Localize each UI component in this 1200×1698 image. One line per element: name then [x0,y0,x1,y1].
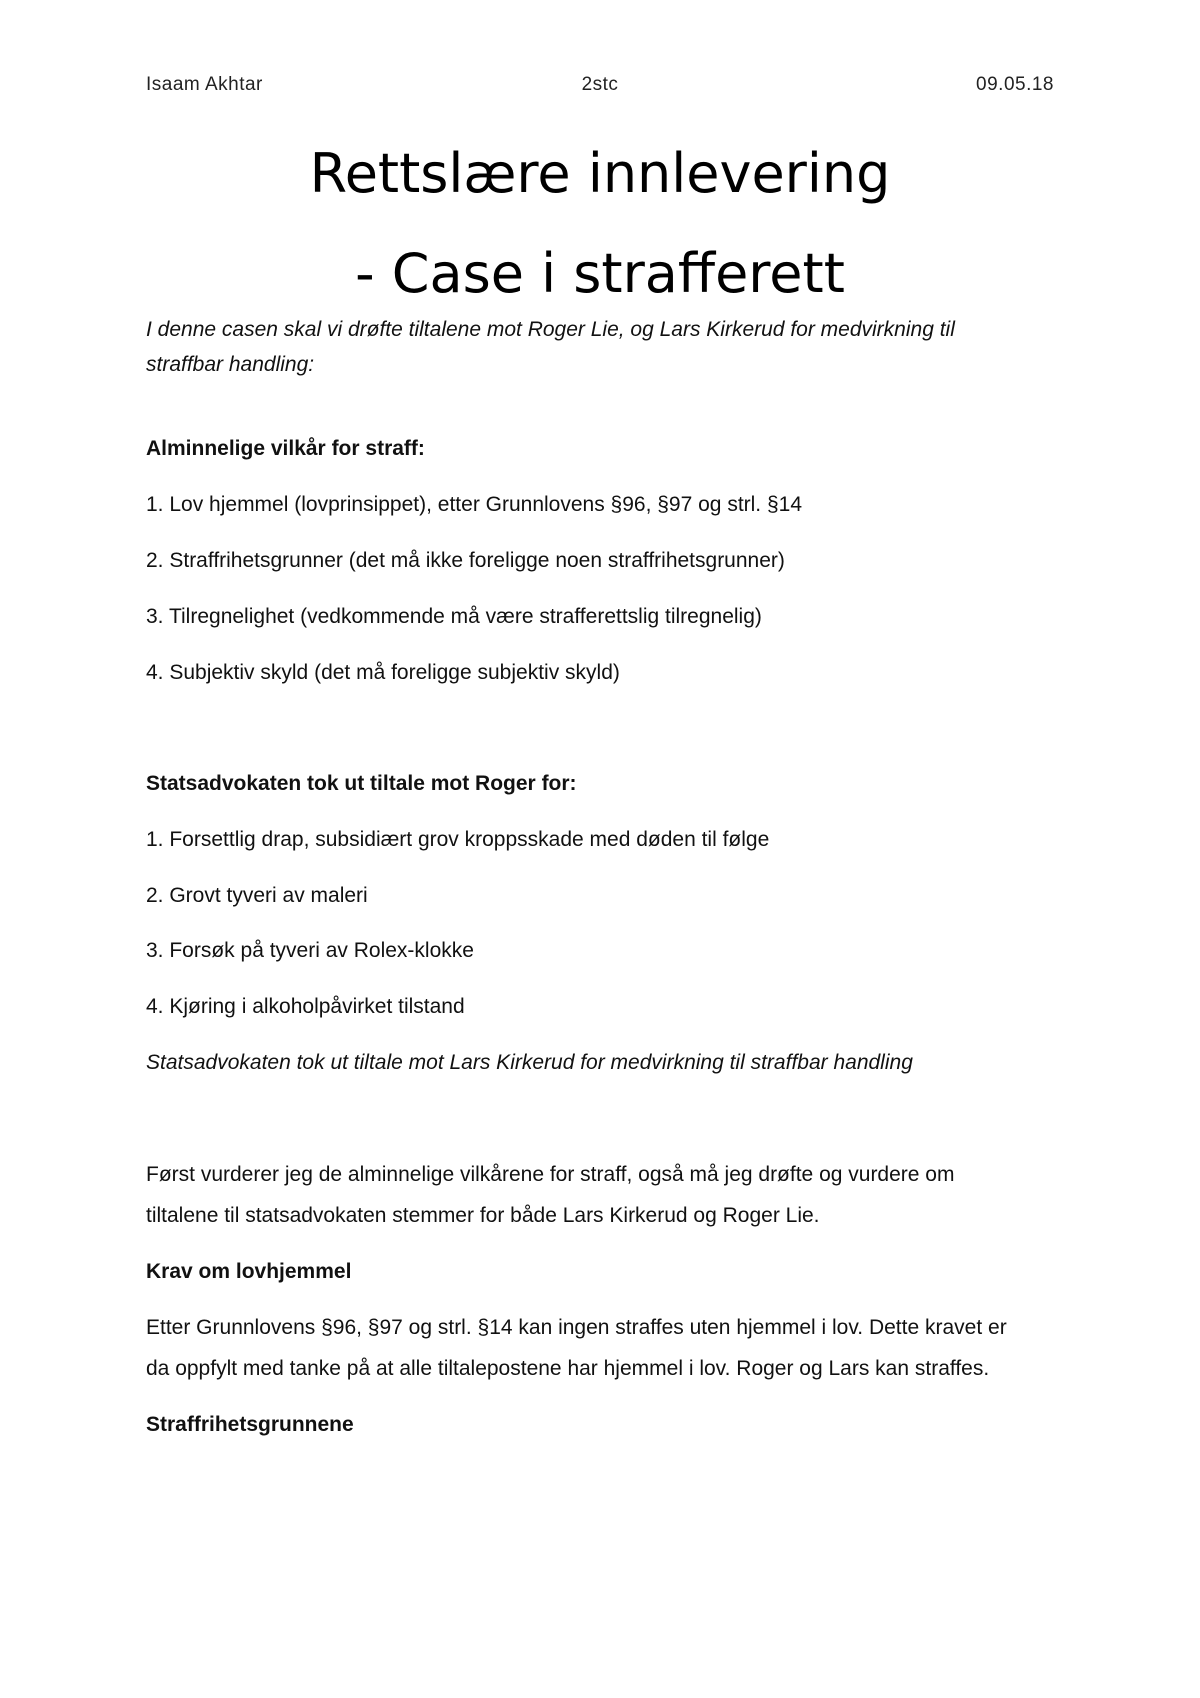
tiltale-roger-item: 3. Forsøk på tyveri av Rolex-klokke [146,939,474,962]
lovhjemmel-line-1: Etter Grunnlovens §96, §97 og strl. §14 kan ingen straffes uten hjemmel i lov. Dette kravet er [146,1316,1007,1339]
intro-line-1: I denne casen skal vi drøfte tiltalene mot Roger Lie, og Lars Kirkerud for medvirkning til [146,318,955,341]
vurdering-line-1: Først vurderer jeg de alminnelige vilkårene for straff, også må jeg drøfte og vurdere om [146,1163,955,1186]
header-author: Isaam Akhtar [146,74,263,95]
tiltale-roger-item: 2. Grovt tyveri av maleri [146,884,368,907]
tiltale-roger-item: 1. Forsettlig drap, subsidiært grov kroppsskade med døden til følge [146,828,770,851]
vilkar-heading: Alminnelige vilkår for straff: [146,437,425,460]
lovhjemmel-heading: Krav om lovhjemmel [146,1260,352,1283]
document-title-line-1: Rettslære innlevering [309,142,891,205]
header-date: 09.05.18 [976,74,1054,95]
straffrihet-heading: Straffrihetsgrunnene [146,1413,354,1436]
vilkar-item: 3. Tilregnelighet (vedkommende må være strafferettslig tilregnelig) [146,605,762,628]
lovhjemmel-line-2: da oppfylt med tanke på at alle tiltalepostene har hjemmel i lov. Roger og Lars kan straffes. [146,1357,990,1380]
page-header [146,74,1054,100]
document-title-line-2: - Case i strafferett [355,242,845,305]
vilkar-item: 4. Subjektiv skyld (det må foreligge subjektiv skyld) [146,661,620,684]
tiltale-lars: Statsadvokaten tok ut tiltale mot Lars Kirkerud for medvirkning til straffbar handling [146,1051,913,1074]
vilkar-item: 2. Straffrihetsgrunner (det må ikke foreligge noen straffrihetsgrunner) [146,549,785,572]
header-class: 2stc [581,74,619,95]
tiltale-roger-heading: Statsadvokaten tok ut tiltale mot Roger for: [146,772,577,795]
vilkar-item: 1. Lov hjemmel (lovprinsippet), etter Grunnlovens §96, §97 og strl. §14 [146,493,803,516]
tiltale-roger-item: 4. Kjøring i alkoholpåvirket tilstand [146,995,465,1018]
intro-line-2: straffbar handling: [146,353,315,376]
vurdering-line-2: tiltalene til statsadvokaten stemmer for både Lars Kirkerud og Roger Lie. [146,1204,820,1227]
